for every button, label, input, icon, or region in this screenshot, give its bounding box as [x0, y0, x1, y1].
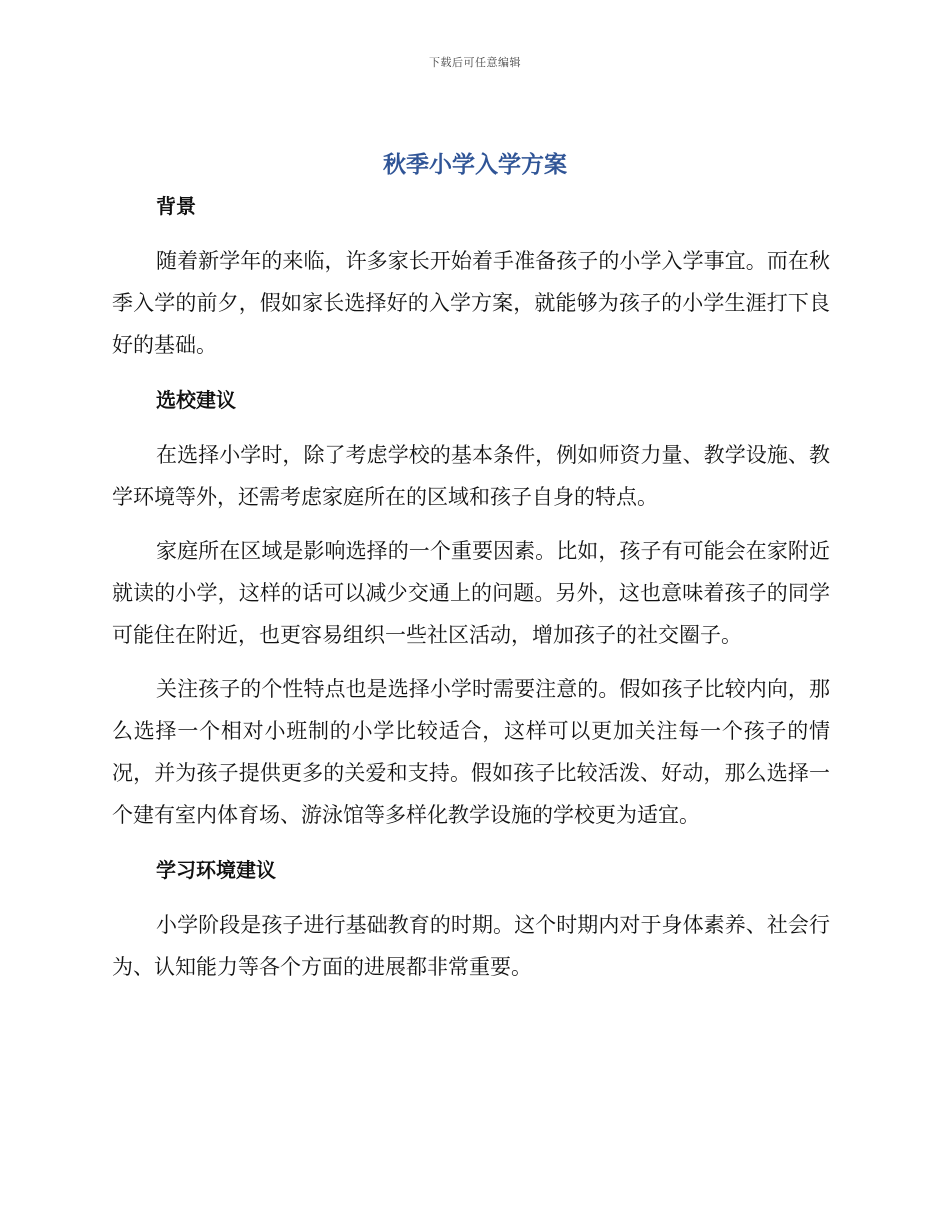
- document-title: 秋季小学入学方案: [383, 152, 567, 178]
- section-heading-background: 背景: [156, 194, 196, 218]
- document-body: [112, 192, 830, 988]
- header-note: 下载后可任意编辑: [429, 56, 521, 69]
- section-heading-school-choice: 选校建议: [156, 388, 236, 412]
- paragraph: 家庭所在区域是影响选择的一个重要因素。比如，孩子有可能会在家附近就读的小学，这样的话可以减少交通上的问题。另外，这也意味着孩子的同学可能住在附近，也更容易组织一些社区活动，增加孩子的社交圈子。: [112, 539, 830, 647]
- paragraph: 随着新学年的来临，许多家长开始着手准备孩子的小学入学事宜。而在秋季入学的前夕，假如家长选择好的入学方案，就能够为孩子的小学生涯打下良好的基础。: [112, 249, 830, 357]
- paragraph: 在选择小学时，除了考虑学校的基本条件，例如师资力量、教学设施、教学环境等外，还需考虑家庭所在的区域和孩子自身的特点。: [112, 443, 830, 509]
- section-heading-learning-environment: 学习环境建议: [156, 858, 276, 882]
- paragraph: 关注孩子的个性特点也是选择小学时需要注意的。假如孩子比较内向，那么选择一个相对小班制的小学比较适合，这样可以更加关注每一个孩子的情况，并为孩子提供更多的关爱和支持。假如孩子比较活泼、好动，那么选择一个建有室内体育场、游泳馆等多样化教学设施的学校更为适宜。: [112, 677, 830, 827]
- paragraph: 小学阶段是孩子进行基础教育的时期。这个时期内对于身体素养、社会行为、认知能力等各个方面的进展都非常重要。: [112, 913, 830, 979]
